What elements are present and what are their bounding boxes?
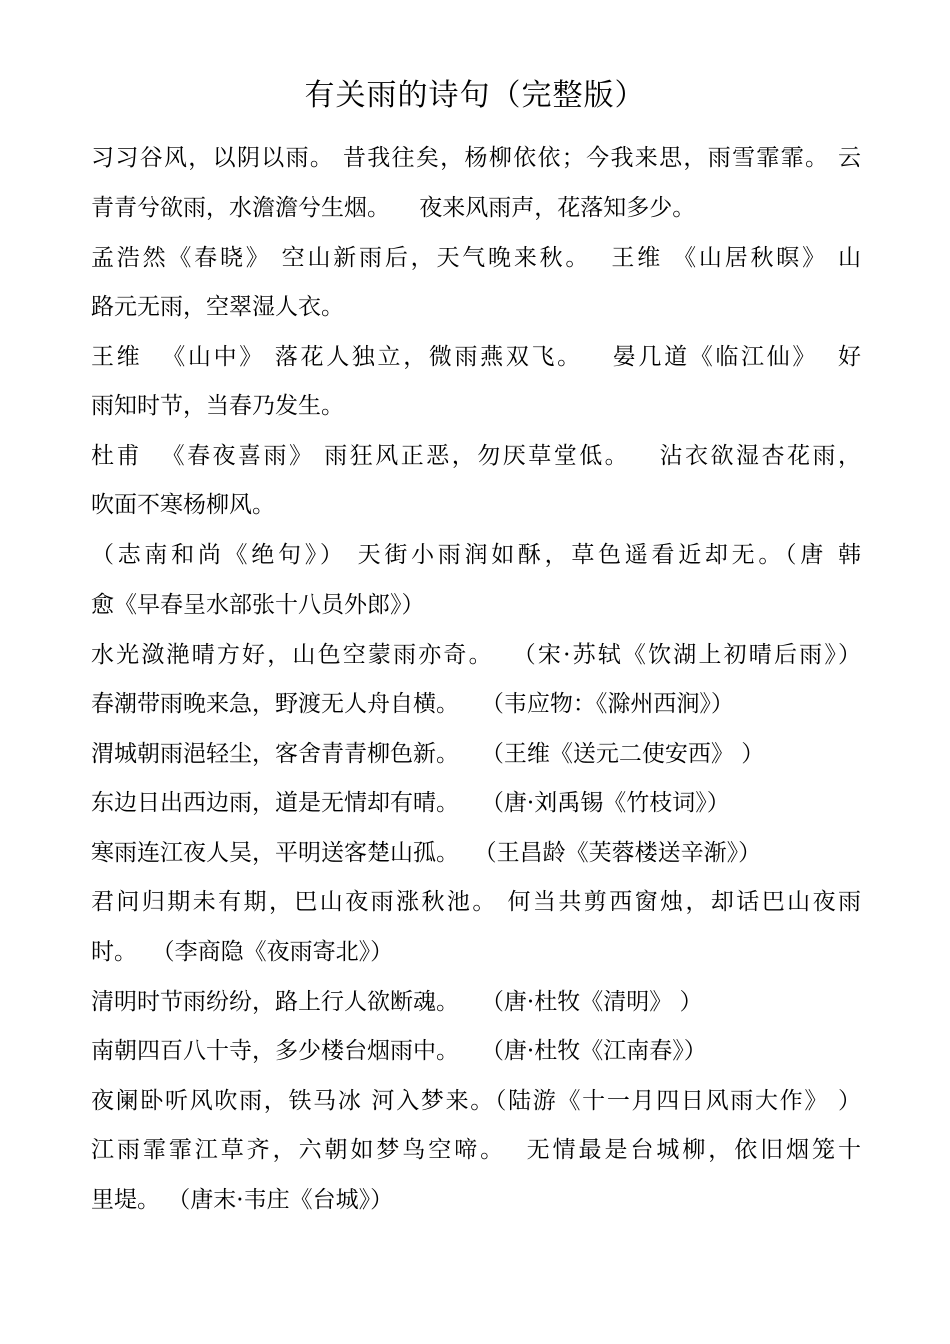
poem-line: 南朝四百八十寺，多少楼台烟雨中。 （唐·杜牧《江南春》） xyxy=(91,1038,707,1064)
poem-line: 清明时节雨纷纷，路上行人欲断魂。 （唐·杜牧《清明》 ） xyxy=(91,989,703,1015)
poem-line: 时。 （李商隐《夜雨寄北》） xyxy=(91,939,394,965)
poem-line: 江雨霏霏江草齐，六朝如梦鸟空啼。 无情最是台城柳，依旧烟笼十 xyxy=(91,1137,861,1163)
document-title: 有关雨的诗句（完整版） xyxy=(304,78,646,113)
poem-line: 春潮带雨晚来急，野渡无人舟自横。 （韦应物：《滁州西涧》） xyxy=(91,691,734,717)
poem-line: 习习谷风，以阴以雨。 昔我往矣，杨柳依依；今我来思，雨雪霏霏。 云 xyxy=(91,145,861,171)
poem-line: 雨知时节，当春乃发生。 xyxy=(91,393,344,419)
poem-line: 杜甫 《春夜喜雨》 雨狂风正恶，勿厌草堂低。 沾衣欲湿杏花雨， xyxy=(91,443,861,469)
poem-line: 孟浩然《春晓》 空山新雨后，天气晚来秋。 王维 《山居秋暝》 山 xyxy=(91,245,861,271)
poem-line: 水光潋滟晴方好，山色空蒙雨亦奇。 （宋·苏轼《饮湖上初晴后雨》） xyxy=(91,642,861,668)
poem-line: 里堤。 （唐末·韦庄《台城》） xyxy=(91,1187,394,1213)
poem-line: （志南和尚《绝句》） 天街小雨润如酥，草色遥看近却无。（唐 韩 xyxy=(91,542,861,568)
poem-line: 寒雨连江夜人吴，平明送客楚山孤。 （王昌龄《芙蓉楼送辛渐》） xyxy=(91,840,762,866)
poem-line: 路元无雨，空翠湿人衣。 xyxy=(91,294,344,320)
poem-line: 夜阑卧听风吹雨，铁马冰 河入梦来。（陆游《十一月四日风雨大作》 ） xyxy=(91,1088,861,1114)
poem-line: 渭城朝雨浥轻尘，客舍青青柳色新。 （王维《送元二使安西》 ） xyxy=(91,741,765,767)
poem-line: 王维 《山中》 落花人独立，微雨燕双飞。 晏几道《临江仙》 好 xyxy=(91,344,861,370)
poem-line: 吹面不寒杨柳风。 xyxy=(91,492,275,518)
poem-line: 君问归期未有期，巴山夜雨涨秋池。 何当共剪西窗烛，却话巴山夜雨 xyxy=(91,889,861,915)
poem-line: 东边日出西边雨，道是无情却有晴。 （唐·刘禹锡《竹枝词》） xyxy=(91,790,730,816)
poem-line: 青青兮欲雨，水澹澹兮生烟。 夜来风雨声，花落知多少。 xyxy=(91,195,696,221)
poem-line: 愈《早春呈水部张十八员外郎》） xyxy=(91,592,425,618)
